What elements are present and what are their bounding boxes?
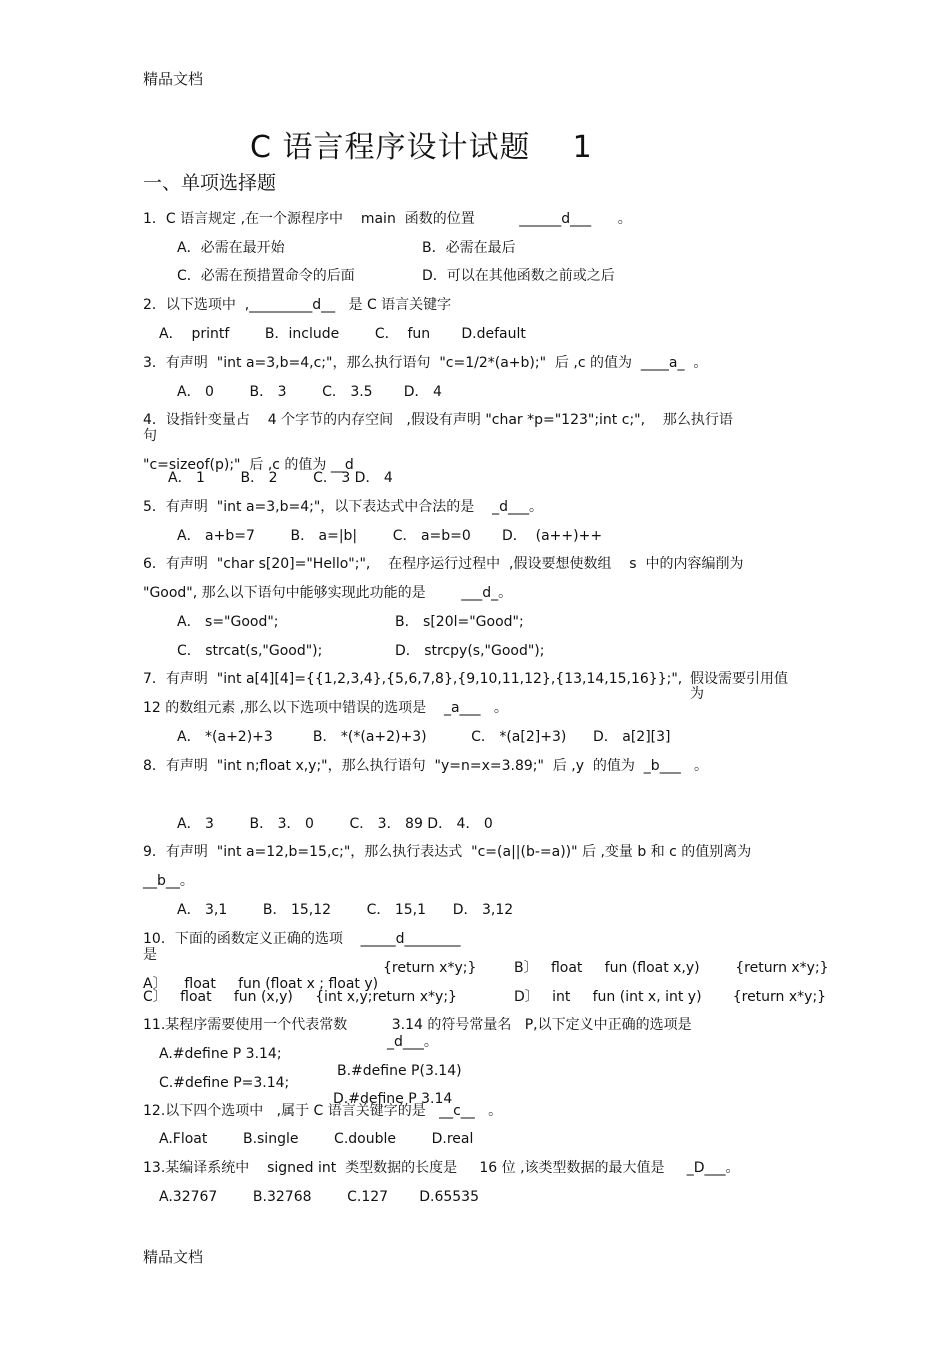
page-header: 精品文档 [143,70,204,88]
question-10-option-a-body: {return x*y;} [383,960,477,976]
question-7-right-1: 假设需要引用值 [690,671,788,687]
question-9-options: A． 3,1 B． 15,12 C． 15,1 D． 3,12 [177,902,514,918]
question-7-options: A． *(a+2)+3 B． *(*(a+2)+3) C． *(a[2]+3) D． a[2][3] [177,729,671,745]
question-6-line-1: 6．有声明 "char s[20]="Hello";", 在程序运行过程中 ,假设要想使数组 s 中的内容编削为 [143,556,744,572]
question-6-option-b: B． s[20l="Good"; [395,614,524,630]
question-13-options: A.32767 B.32768 C.127 D.65535 [159,1189,479,1205]
question-9-line-1: 9．有声明 "int a=12,b=15,c;"，那么执行表达式 "c=(a||(b-=a))" 后 ,变量 b 和 c 的值别离为 [143,844,752,860]
question-7-line-2: 12 的数组元素 ,那么以下选项中错误的选项是 _a___ 。 [143,700,508,716]
page-footer: 精品文档 [143,1248,204,1266]
section-heading: 一、单项选择题 [143,172,277,194]
question-6-line-2: "Good", 那么以下语句中能够实现此功能的是 ___d_。 [143,585,513,601]
question-4-line-2: 句 [143,428,157,444]
question-7-line-1: 7．有声明 "int a[4][4]={{1,2,3,4},{5,6,7,8},{9,10,11,12},{13,14,15,16}};", [143,671,683,687]
question-7-right-2: 为 [690,686,704,702]
question-11-option-c: C.#define P=3.14; [159,1075,290,1091]
question-5: 5．有声明 "int a=3,b=4;"，以下表达式中合法的是 _d___。 [143,499,543,515]
question-6-option-a: A． s="Good"; [177,614,279,630]
question-3-options: A． 0 B． 3 C． 3.5 D． 4 [177,384,442,400]
question-3: 3．有声明 "int a=3,b=4,c;"，那么执行语句 "c=1/2*(a+b);" 后 ,c 的值为 ____a_ 。 [143,355,708,371]
question-10-option-b: B〕 float fun (float x,y) {return x*y;} [514,960,829,976]
question-12: 12.以下四个选项中 ,属于 C 语言关键字的是 __c__ 。 [143,1103,503,1119]
question-4-line-3: "c=sizeof(p);" 后 ,c 的值为 __d [143,457,354,473]
question-11-line-1: 11.某程序需要使用一个代表常数 3.14 的符号常量名 P,以下定义中正确的选项是 [143,1017,692,1033]
question-10-option-d: D〕 int fun (int x, int y) {return x*y;} [514,989,827,1005]
question-8-options: A． 3 B． 3． 0 C． 3． 89 D． 4． 0 [177,816,493,832]
question-10-line-1: 10．下面的函数定义正确的选项 _____d________ [143,931,461,947]
question-11-option-d: D.#define P 3.14 [333,1091,453,1107]
question-10-line-2: 是 [143,947,157,963]
question-6-option-d: D． strcpy(s,"Good"); [395,643,545,659]
question-13: 13.某编译系统中 signed int 类型数据的长度是 16 位 ,该类型数据的最大值是 _D___。 [143,1160,740,1176]
question-5-options: A． a+b=7 B． a=|b| C． a=b=0 D． (a++)++ [177,528,603,544]
question-9-line-2: __b__。 [143,873,194,889]
question-2-options: A． printf B．include C． fun D.default [159,326,526,342]
question-2: 2．以下选项中 ,_________d__ 是 C 语言关键字 [143,297,452,313]
question-11-option-b: B.#define P(3.14) [337,1063,462,1079]
question-4-options: A． 1 B． 2 C． 3 D． 4 [168,470,393,486]
question-10-option-c: C〕 float fun (x,y) {int x,y;return x*y;} [143,989,457,1005]
question-6-option-c: C． strcat(s,"Good"); [177,643,323,659]
question-10-option-a: A〕 float fun (float x ; float y) [143,976,379,992]
question-11-option-a: A.#define P 3.14; [159,1046,282,1062]
question-8: 8．有声明 "int n;float x,y;"，那么执行语句 "y=n=x=3.89;" 后 ,y 的值为 _b___ 。 [143,758,709,774]
question-4-line-1: 4．设指针变量占 4 个字节的内存空间 ,假设有声明 "char *p="123";int c;", 那么执行语 [143,412,733,428]
page-title: C 语言程序设计试题 1 [250,130,593,165]
question-11-answer: _d___。 [387,1034,438,1050]
question-1-option-c: C．必需在预措置命令的后面 [177,268,355,284]
question-1-option-d: D．可以在其他函数之前或之后 [422,268,615,284]
question-12-options: A.Float B.single C.double D.real [159,1131,474,1147]
question-1: 1．C 语言规定 ,在一个源程序中 main 函数的位置 ______d___ 。 [143,211,632,227]
question-1-option-a: A．必需在最开始 [177,240,285,256]
question-1-option-b: B．必需在最后 [422,240,516,256]
